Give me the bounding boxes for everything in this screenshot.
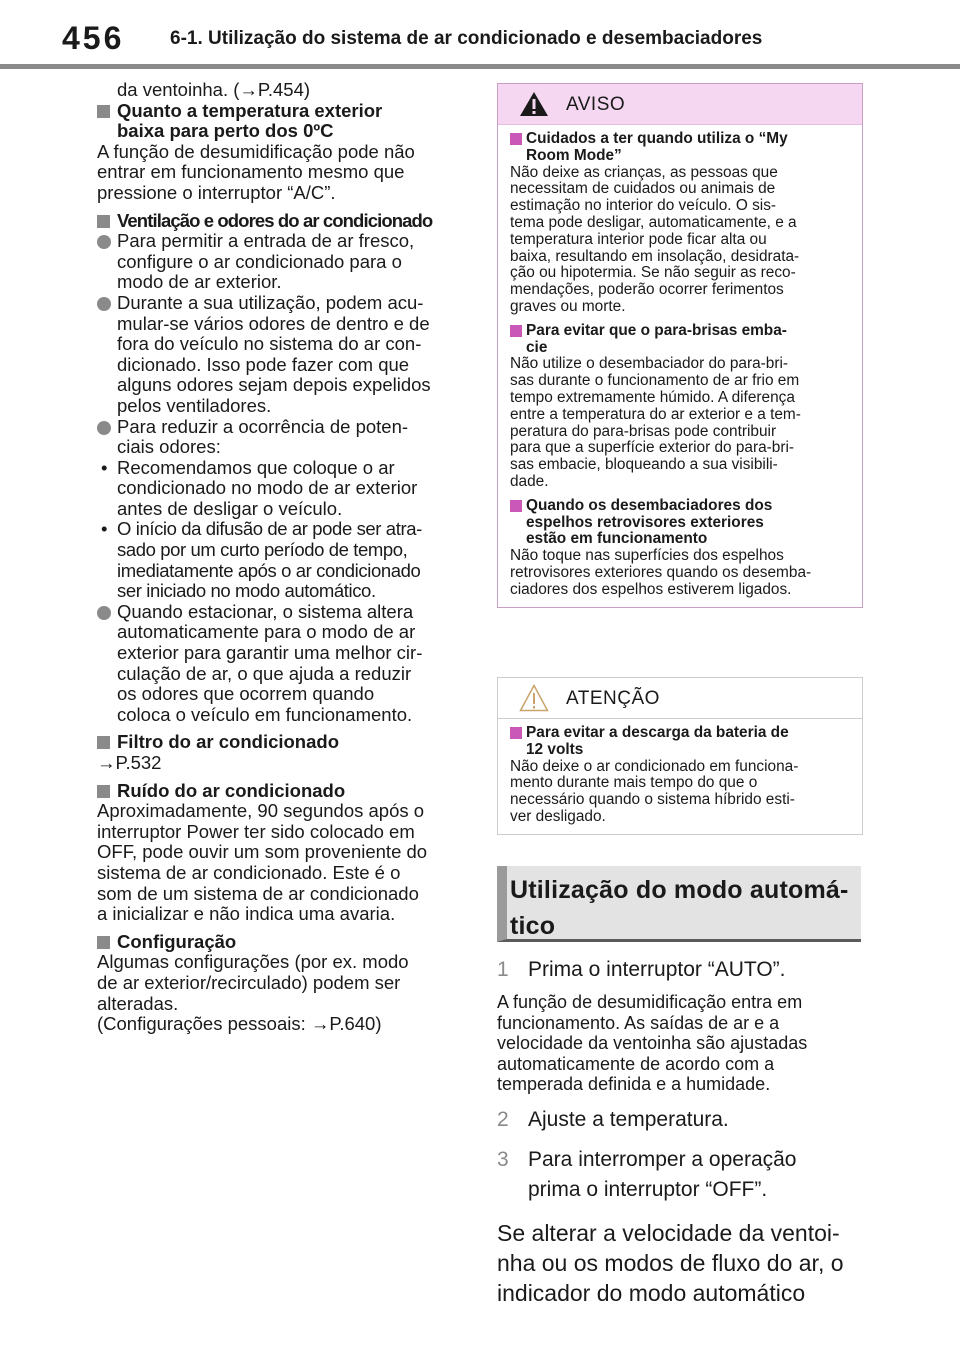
header-divider — [0, 64, 960, 69]
text-line: baixa, resultando em insolação, desidrata- — [510, 247, 800, 265]
text-line: entrar em funcionamento mesmo que — [97, 161, 405, 183]
text-line: pressione o interruptor “A/C”. — [97, 181, 336, 203]
section-heading — [497, 866, 861, 942]
round-bullet-icon — [97, 606, 111, 620]
text-line: pelos ventiladores. — [117, 394, 272, 416]
text-line: A função de desumidificação pode não — [97, 140, 415, 162]
text-line: alguns odores sejam depois expelidos — [117, 374, 431, 396]
text-line: ciadores dos espelhos estiverem ligados. — [510, 580, 792, 598]
text-line: ver desligado. — [510, 807, 606, 825]
step-number: 1 — [497, 958, 509, 981]
text-line: Configuração — [117, 930, 237, 952]
subheading-configuration — [97, 932, 465, 953]
text-line: peratura do para-brisas pode contribuir — [510, 422, 777, 440]
text-line: condicionado no modo de ar exterior — [117, 477, 418, 499]
text-line: estimação no interior do veículo. O sis- — [510, 197, 777, 215]
step-number: 2 — [497, 1107, 509, 1131]
text-line: temperatura interior pode ficar alta ou — [510, 230, 767, 248]
text-line: nha ou os modos de fluxo do ar, o — [497, 1249, 844, 1276]
text-line: espelhos retrovisores exteriores — [526, 513, 764, 531]
text-line: antes de desligar o veículo. — [117, 497, 343, 519]
step-text: Para interromper a operação — [528, 1147, 797, 1171]
warning-triangle-icon — [519, 91, 549, 117]
text-line: necessitam de cuidados ou animais de — [510, 180, 776, 198]
page-reference-link[interactable]: →P.532 — [97, 752, 162, 773]
step-1 — [497, 957, 867, 982]
text-line: imediatamente após o ar condicionado — [117, 559, 421, 581]
text-line: A função de desumidificação entra em — [497, 992, 803, 1012]
text-line: mento durante mais tempo do que o — [510, 774, 758, 792]
caution-box — [497, 677, 863, 835]
square-bullet-icon — [97, 215, 110, 228]
text-line: Não deixe as crianças, as pessoas que — [510, 163, 778, 181]
page-reference-link[interactable]: (Configurações pessoais: →P.640) — [97, 1013, 382, 1035]
text-line: alteradas. — [97, 992, 179, 1014]
square-bullet-icon — [510, 133, 522, 145]
chapter-title: 6-1. Utilização do sistema de ar condicionado e desembaciadores — [170, 28, 763, 49]
dot-marker: • — [101, 518, 108, 540]
step-2 — [497, 1107, 867, 1132]
list-item — [97, 231, 465, 293]
sub-list-item — [97, 458, 465, 520]
text-line: Para reduzir a ocorrência de poten- — [117, 415, 409, 437]
square-bullet-icon — [510, 325, 522, 337]
text-line: sistema de ar condicionado. Este é o — [97, 861, 401, 883]
subheading-noise — [97, 781, 465, 802]
text-line: necessário quando o sistema híbrido esti- — [510, 791, 795, 809]
text-line: mular-se vários odores de dentro e de — [117, 312, 430, 334]
text-line: ção ou hipotermia. Se não seguir as reco- — [510, 264, 796, 282]
text-line: retrovisores exteriores quando os desemba- — [510, 563, 812, 581]
round-bullet-icon — [97, 421, 111, 435]
square-bullet-icon — [510, 727, 522, 739]
warning-box — [497, 83, 863, 608]
text-line: configure o ar condicionado para o — [117, 250, 402, 272]
square-bullet-icon — [97, 936, 110, 949]
subheading-ventilation — [97, 211, 465, 232]
square-bullet-icon — [97, 785, 110, 798]
text-line: modo de ar exterior. — [117, 271, 282, 293]
text-line: Se alterar a velocidade da ventoi- — [497, 1219, 840, 1246]
page-header — [0, 0, 960, 72]
text-line: Para permitir a entrada de ar fresco, — [117, 230, 415, 252]
warning-title: AVISO — [566, 94, 626, 115]
text-line: 12 volts — [526, 740, 584, 758]
caution-title-bar — [498, 678, 862, 719]
text-line: funcionamento. As saídas de ar e a — [497, 1012, 780, 1033]
subheading-low-temperature — [97, 101, 465, 142]
text-line: Ventilação e odores do ar condicionado — [117, 209, 433, 231]
text-line: automaticamente para o modo de ar — [117, 621, 416, 643]
caution-subheading — [510, 725, 852, 759]
text-line: ser iniciado no modo automático. — [117, 580, 376, 602]
text-line: Para evitar a descarga da bateria de — [526, 724, 789, 741]
text-line: indicador do modo automático — [497, 1279, 806, 1306]
text-line: culação de ar, o que ajuda a reduzir — [117, 662, 412, 684]
text-line: cie — [526, 338, 548, 356]
dot-marker: • — [101, 456, 108, 478]
square-bullet-icon — [97, 105, 110, 118]
text-line: Cuidados a ter quando utiliza o “My — [526, 130, 788, 147]
left-column — [97, 80, 465, 1035]
text-line: os odores que ocorrem quando — [117, 683, 375, 705]
round-bullet-icon — [97, 297, 111, 311]
right-column — [497, 957, 867, 1308]
text-line: temperada definida e a humidade. — [497, 1074, 771, 1094]
caution-triangle-icon — [519, 684, 549, 712]
text-line: sado por um curto período de tempo, — [117, 539, 408, 561]
warning-subheading — [510, 498, 852, 548]
text-line: tema pode desligar, automaticamente, e a — [510, 213, 797, 231]
list-item — [97, 602, 465, 726]
text-line: Algumas configurações (por ex. modo — [97, 951, 409, 973]
text-line: a inicializar e não indica uma avaria. — [97, 903, 396, 925]
text-line: OFF, pode ouvir um som proveniente do — [97, 841, 428, 863]
text-line: Aproximadamente, 90 segundos após o — [97, 800, 425, 822]
text-line: da ventoinha. (→P.454) — [117, 79, 311, 100]
text-line: fora do veículo no sistema do ar con- — [117, 333, 422, 355]
text-line: interruptor Power ter sido colocado em — [97, 820, 415, 842]
text-line: Recomendamos que coloque o ar — [117, 456, 395, 478]
text-line: coloca o veículo em funcionamento. — [117, 703, 413, 725]
warning-subheading — [510, 323, 852, 357]
text-line: Quando estacionar, o sistema altera — [117, 600, 414, 622]
text-line: dicionado. Isso pode fazer com que — [117, 353, 410, 375]
text-line: Room Mode” — [526, 146, 622, 164]
text-line: automaticamente de acordo com a — [497, 1053, 775, 1074]
step-text: Prima o interruptor “AUTO”. — [528, 958, 786, 981]
subheading-filter — [97, 732, 465, 753]
square-bullet-icon — [510, 500, 522, 512]
text-line: estão em funcionamento — [526, 530, 708, 548]
text-line: Quando os desembaciadores dos — [526, 496, 773, 514]
text-line: Não utilize o desembaciador do para-bri- — [510, 355, 789, 373]
text-line: mendações, poderão ocorrer ferimentos — [510, 281, 784, 299]
text-line: Quanto a temperatura exterior — [117, 99, 383, 121]
text-line: Não toque nas superfícies dos espelhos — [510, 547, 784, 565]
text-line: Não deixe o ar condicionado em funciona- — [510, 757, 799, 775]
step-3 — [497, 1145, 867, 1205]
text-line: som de um sistema de ar condicionado — [97, 882, 419, 904]
square-bullet-icon — [97, 736, 110, 749]
text-line: entre a temperatura do ar exterior e a tem- — [510, 405, 801, 423]
text-line: velocidade da ventoinha são ajustadas — [497, 1033, 808, 1053]
text-line: para que a superfície exterior do para-bri- — [510, 439, 795, 457]
warning-title-bar — [498, 84, 862, 125]
round-bullet-icon — [97, 235, 111, 249]
section-title — [510, 872, 849, 944]
text-line: exterior para garantir uma melhor cir- — [117, 642, 423, 664]
text-line: Filtro do ar condicionado — [117, 731, 339, 753]
list-item — [97, 293, 465, 417]
text-line: Durante a sua utilização, podem acu- — [117, 291, 424, 313]
text-line: O início da difusão de ar pode ser atra- — [117, 518, 422, 540]
text-line: sas durante o funcionamento de ar frio em — [510, 372, 800, 390]
text-line: tempo extremamente húmido. A diferença — [510, 388, 795, 406]
text-line: Para evitar que o para-brisas emba- — [526, 321, 787, 339]
step-number: 3 — [497, 1147, 509, 1171]
text-line: ciais odores: — [117, 436, 221, 458]
text-line: dade. — [510, 472, 549, 490]
text-line: baixa para perto dos 0ºC — [117, 120, 334, 142]
caution-title: ATENÇÃO — [566, 688, 660, 709]
section-title-line: tico — [510, 912, 556, 940]
warning-subheading — [510, 131, 852, 165]
list-item — [97, 417, 465, 458]
sub-list-item — [97, 519, 465, 601]
page-number: 456 — [62, 20, 125, 56]
text-line: graves ou morte. — [510, 297, 626, 315]
text-line: sas embacie, bloqueando a sua visibili- — [510, 456, 778, 474]
step-text: prima o interruptor “OFF”. — [528, 1177, 768, 1201]
section-title-line: Utilização do modo automá- — [510, 876, 849, 904]
text-line: Ruído do ar condicionado — [117, 779, 346, 801]
step-text: Ajuste a temperatura. — [528, 1107, 729, 1131]
text-line: de ar exterior/recirculado) podem ser — [97, 971, 401, 993]
